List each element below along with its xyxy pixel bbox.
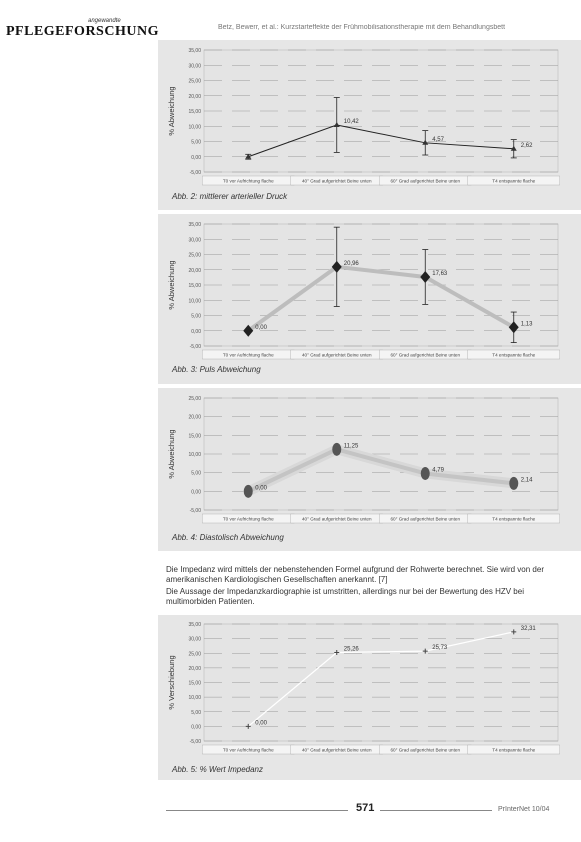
y-tick-label: 20,00 [188,93,201,100]
y-tick-label: -5,00 [189,344,201,350]
data-label: 25,26 [343,646,359,653]
y-tick-label: 20,00 [188,267,201,274]
y-tick-label: 15,00 [188,109,201,115]
y-tick-label: 25,00 [188,78,201,85]
y-tick-label: 30,00 [188,636,201,643]
x-category-label: T4 entspannte flache [492,352,536,358]
figure-1 [164,44,564,194]
x-category-label: 40° Grad aufgerichtet Beine unten [301,178,372,184]
data-label: 10,42 [343,118,359,125]
y-tick-label: 35,00 [188,622,201,628]
x-category-label: T0 vor Aufrichtung flache [222,352,274,358]
figure-4-caption: Abb. 5: % Wert Impedanz [172,765,264,774]
data-label: 0,00 [255,720,267,727]
y-axis-label: % Abweichung [167,429,176,479]
y-tick-label: 0,00 [191,489,201,496]
x-category-label: 40° Grad aufgerichtet Beine unten [301,516,372,522]
y-tick-label: 30,00 [188,237,201,244]
x-category-label: 60° Grad aufgerichtet Beine unten [390,352,461,358]
data-label: 4,57 [432,136,444,143]
chart-diastolic-deviation [164,392,564,532]
y-tick-label: 0,00 [191,724,201,731]
journal-brand: PFLEGEFORSCHUNG [6,24,159,39]
y-tick-label: -5,00 [189,508,201,514]
x-category-label: 40° Grad aufgerichtet Beine unten [301,352,372,358]
y-tick-label: 25,00 [188,396,201,402]
data-label: 1,13 [520,321,533,328]
data-label: 11,25 [343,443,359,450]
chart-mean-arterial-pressure [164,44,564,194]
data-label: 0,00 [255,324,267,331]
y-tick-label: 10,00 [188,124,201,131]
figure-2-caption: Abb. 3: Puls Abweichung [172,365,261,374]
figure-4 [164,618,564,763]
chart-pulse-deviation [164,218,564,368]
y-tick-label: 35,00 [188,222,201,228]
body-paragraph-2: Die Aussage der Impedanzkardiographie ist umstritten, allerdings nur bei der Bewertung des HZV bei multimorbiden Patienten. [166,587,524,606]
x-category-label: T4 entspannte flache [492,178,536,184]
chart-impedance [164,618,564,763]
x-category-label: 60° Grad aufgerichtet Beine unten [390,516,461,522]
data-point [332,443,341,456]
y-tick-label: 5,00 [191,709,201,716]
data-label: 17,63 [432,270,448,277]
body-paragraph-1: Die Impedanz wird mittels der nebenstehenden Formel aufgrund der Rohwerte berechnet. Sie wird von der amerikanischen Kardiologischen Gesellschaften anerkannt. [7] [166,565,544,584]
issue-label: PrInterNet 10/04 [498,806,550,813]
x-category-label: T0 vor Aufrichtung flache [222,516,274,522]
data-point [244,485,253,498]
x-category-label: T0 vor Aufrichtung flache [222,747,274,753]
y-tick-label: 5,00 [191,139,201,146]
figure-3 [164,392,564,532]
x-category-label: 40° Grad aufgerichtet Beine unten [301,747,372,753]
x-category-label: T4 entspannte flache [492,747,536,753]
y-tick-label: -5,00 [189,739,201,745]
x-category-label: T0 vor Aufrichtung flache [222,178,274,184]
y-axis-label: % Abweichung [167,260,176,310]
x-category-label: 60° Grad aufgerichtet Beine unten [390,178,461,184]
running-head: Betz, Bewerr, et al.: Kurzstarteffekte der Frühmobilisationstherapie mit dem Behandlungsbett [218,24,506,31]
left-margin [0,0,158,842]
page-number: 571 [356,802,375,814]
data-point [421,467,430,480]
y-tick-label: 25,00 [188,252,201,259]
data-label: 4,79 [432,467,444,474]
x-category-label: T4 entspannte flache [492,516,536,522]
data-label: 20,96 [343,260,359,267]
y-tick-label: 15,00 [188,283,201,289]
data-point [509,477,518,490]
y-axis-label: % Verschiebung [167,655,176,710]
y-tick-label: 10,00 [188,695,201,702]
y-tick-label: 10,00 [188,452,201,458]
figure-3-caption: Abb. 4: Diastolisch Abweichung [172,533,284,542]
y-tick-label: 25,00 [188,651,201,658]
data-label: 0,00 [255,485,267,492]
data-label: 2,14 [520,477,533,484]
brand-supertitle: angewandte [88,18,121,24]
y-axis-label: % Abweichung [167,86,176,136]
y-tick-label: 35,00 [188,48,201,54]
footer-rule-right [380,810,492,811]
y-tick-label: 5,00 [191,470,201,477]
data-label: 25,73 [432,645,448,652]
y-tick-label: -5,00 [189,170,201,176]
y-tick-label: 5,00 [191,313,201,320]
figure-1-caption: Abb. 2: mittlerer arterieller Druck [172,192,288,201]
data-label: 2,62 [520,142,533,149]
y-tick-label: 15,00 [188,680,201,687]
footer-rule-left [166,810,348,811]
y-tick-label: 0,00 [191,154,201,161]
y-tick-label: 20,00 [188,414,201,421]
figure-2 [164,218,564,368]
x-category-label: 60° Grad aufgerichtet Beine unten [390,747,461,753]
y-tick-label: 30,00 [188,63,201,70]
y-tick-label: 20,00 [188,665,201,672]
data-label: 32,31 [520,625,536,632]
y-tick-label: 15,00 [188,433,201,440]
y-tick-label: 10,00 [188,298,201,305]
y-tick-label: 0,00 [191,328,201,335]
